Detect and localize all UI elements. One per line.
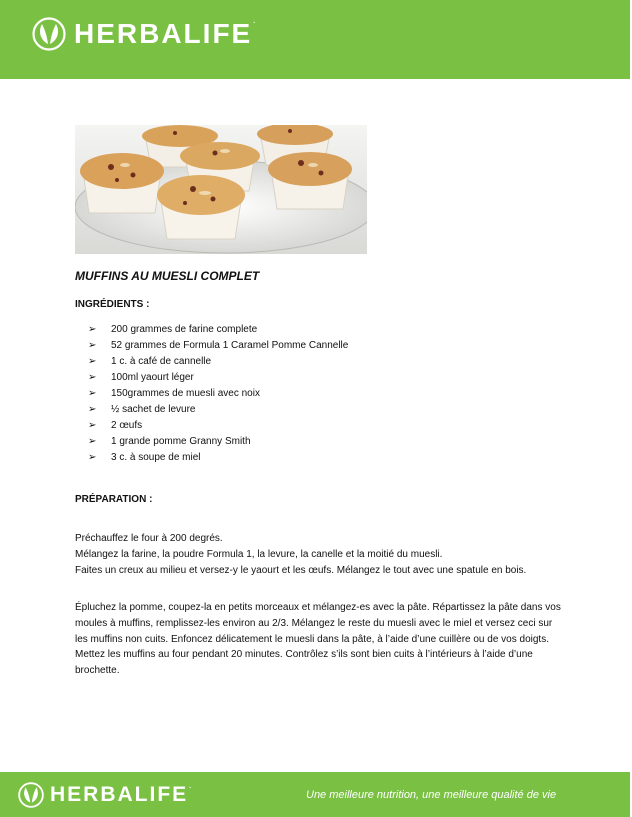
arrowhead-bullet-icon: ➢ [88, 324, 97, 335]
preparation-heading: PRÉPARATION : [75, 494, 153, 505]
ingredients-list [88, 322, 348, 466]
herbalife-leaf-icon [18, 782, 44, 808]
header-banner [0, 0, 630, 79]
preparation-line: Préchauffez le four à 200 degrés. [75, 533, 223, 544]
herbalife-leaf-icon [32, 17, 66, 51]
list-item: ➢ 3 c. à soupe de miel [88, 450, 348, 466]
preparation-line: Mélangez la farine, la poudre Formula 1, la levure, la canelle et la moitié du muesli. [75, 548, 443, 560]
list-item: ➢ ½ sachet de levure [88, 402, 348, 418]
list-item: ➢ 100ml yaourt léger [88, 370, 348, 386]
arrowhead-bullet-icon: ➢ [88, 420, 97, 431]
arrowhead-bullet-icon: ➢ [88, 340, 97, 351]
list-item: ➢ 2 œufs [88, 418, 348, 434]
arrowhead-bullet-icon: ➢ [88, 356, 97, 367]
footer-banner [0, 772, 630, 817]
list-item: ➢ 52 grammes de Formula 1 Caramel Pomme Cannelle [88, 338, 348, 354]
arrowhead-bullet-icon: ➢ [88, 404, 97, 415]
list-item: ➢ 200 grammes de farine complete [88, 322, 348, 338]
preparation-paragraph-2: Épluchez la pomme, coupez-la en petits morceaux et mélangez-es avec la pâte. Répartissez la pâte dans vos moules à muffins, remplissez-les environ au 2/3. Mélangez le reste du muesli avec le miel et versez ceci sur les muffins non cuits. Enfoncez délicatement le muesli dans la pâte, à l’aide d’une cuillère ou de vos doigts. Mettez les muffins au four pendant 20 minutes. Contrôlez s’ils sont bien cuits à l’intérieurs à l’aide d’une brochette. [75, 602, 561, 677]
arrowhead-bullet-icon: ➢ [88, 452, 97, 463]
tagline: Une meilleure nutrition, une meilleure qualité de vie [306, 789, 557, 801]
recipe-title: MUFFINS AU MUESLI COMPLET [75, 269, 260, 283]
list-item: ➢ 1 grande pomme Granny Smith [88, 434, 348, 450]
list-item: ➢ 1 c. à café de cannelle [88, 354, 348, 370]
muffins-photo [75, 125, 367, 254]
brand-name: HERBALIFE. [74, 18, 258, 49]
arrowhead-bullet-icon: ➢ [88, 388, 97, 399]
herbalife-logo [32, 17, 257, 51]
preparation-paragraph-1 [75, 531, 565, 578]
arrowhead-bullet-icon: ➢ [88, 436, 97, 447]
ingredients-heading: INGRÉDIENTS : [75, 299, 150, 310]
arrowhead-bullet-icon: ➢ [88, 372, 97, 383]
list-item: ➢ 150grammes de muesli avec noix [88, 386, 348, 402]
brand-name-footer: HERBALIFE. [50, 783, 194, 806]
preparation-line: Faites un creux au milieu et versez-y le yaourt et les œufs. Mélangez le tout avec une spatule en bois. [75, 564, 527, 576]
herbalife-logo-footer [18, 782, 193, 808]
